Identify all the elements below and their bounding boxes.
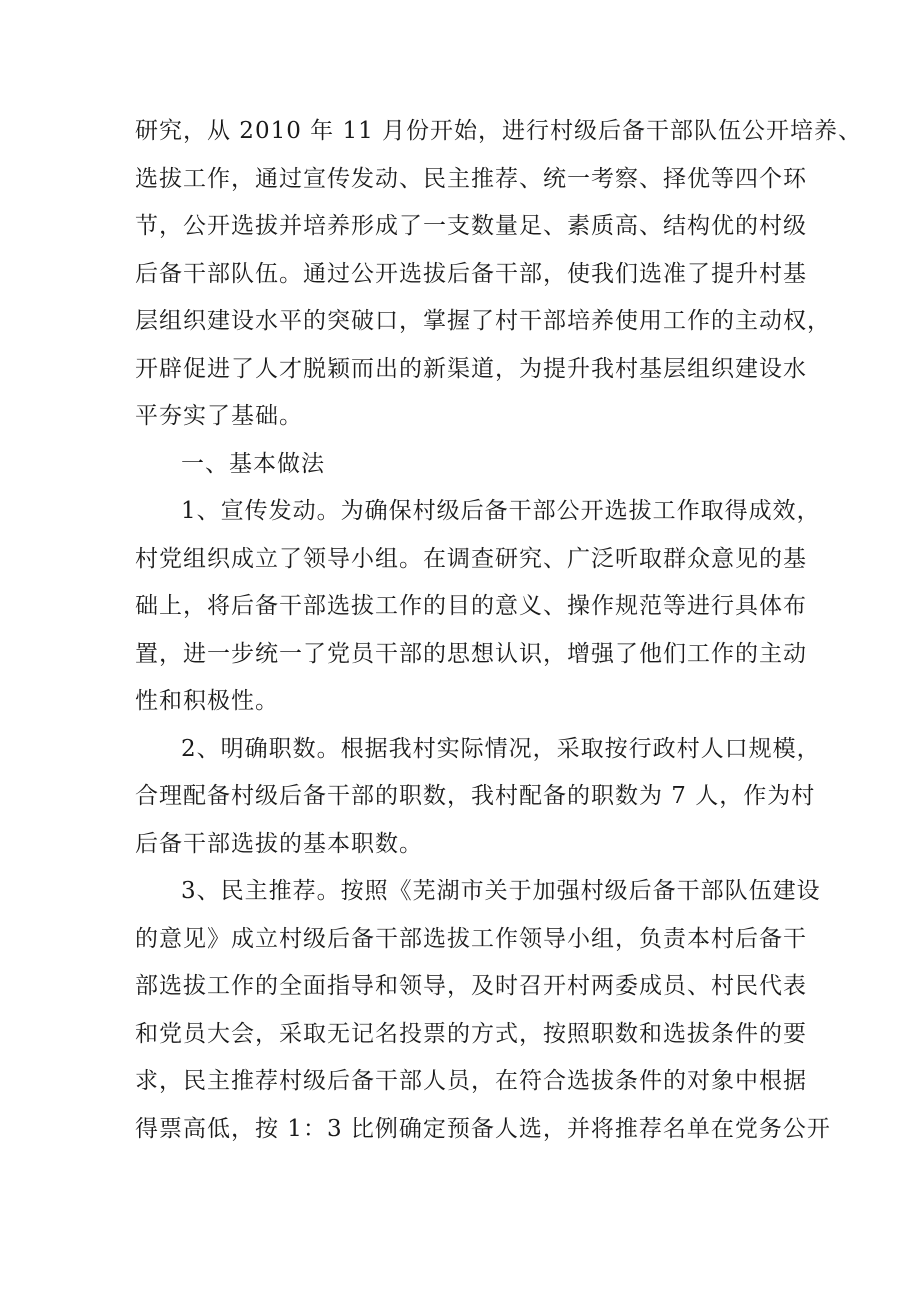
paragraph-intro: [135, 108, 863, 441]
text-line: 后备干部队伍。通过公开选拔后备干部，使我们选准了提升村基: [135, 260, 807, 287]
text-line: 后备干部选拔的基本职数。: [135, 830, 423, 857]
paragraph-item-1: [135, 488, 821, 726]
text-line: 部选拔工作的全面指导和领导，及时召开村两委成员、村民代表: [135, 973, 807, 999]
text-line: 层组织建设水平的突破口，掌握了村干部培养使用工作的主动权，: [135, 308, 831, 334]
text-line: 础上，将后备干部选拔工作的目的意义、操作规范等进行具体布: [135, 593, 807, 619]
text-line: 开辟促进了人才脱颖而出的新渠道，为提升我村基层组织建设水: [135, 355, 807, 382]
paragraph-item-2: [135, 726, 821, 869]
text-line: 3、民主推荐。按照《芜湖市关于加强村级后备干部队伍建设: [181, 878, 821, 904]
text-line: 村党组织成立了领导小组。在调查研究、广泛听取群众意见的基: [135, 545, 807, 572]
paragraph-item-3: [135, 868, 831, 1153]
text-line: 性和积极性。: [135, 688, 279, 714]
heading-text: 一、基本做法: [181, 450, 325, 477]
text-line: 的意见》成立村级后备干部选拔工作领导小组，负责本村后备干: [135, 925, 807, 952]
section-heading: [135, 441, 795, 489]
document-page: [135, 108, 863, 1153]
text-line: 平夯实了基础。: [135, 403, 303, 429]
text-line: 1、宣传发动。为确保村级后备干部公开选拔工作取得成效，: [181, 498, 821, 524]
text-line: 选拔工作，通过宣传发动、民主推荐、统一考察、择优等四个环: [135, 165, 807, 192]
text-line: 合理配备村级后备干部的职数，我村配备的职数为 7 人，作为村: [135, 783, 816, 809]
text-line: 置，进一步统一了党员干部的思想认识，增强了他们工作的主动: [135, 640, 807, 667]
text-line: 研究，从 2010 年 11 月份开始，进行村级后备干部队伍公开培养、: [135, 118, 863, 144]
text-line: 2、明确职数。根据我村实际情况，采取按行政村人口规模，: [181, 735, 821, 762]
text-line: 节，公开选拔并培养形成了一支数量足、素质高、结构优的村级: [135, 213, 807, 239]
text-line: 和党员大会，采取无记名投票的方式，按照职数和选拔条件的要: [135, 1020, 807, 1047]
text-line: 得票高低，按 1：3 比例确定预备人选，并将推荐名单在党务公开: [135, 1115, 831, 1142]
text-line: 求，民主推荐村级后备干部人员，在符合选拔条件的对象中根据: [135, 1068, 807, 1094]
